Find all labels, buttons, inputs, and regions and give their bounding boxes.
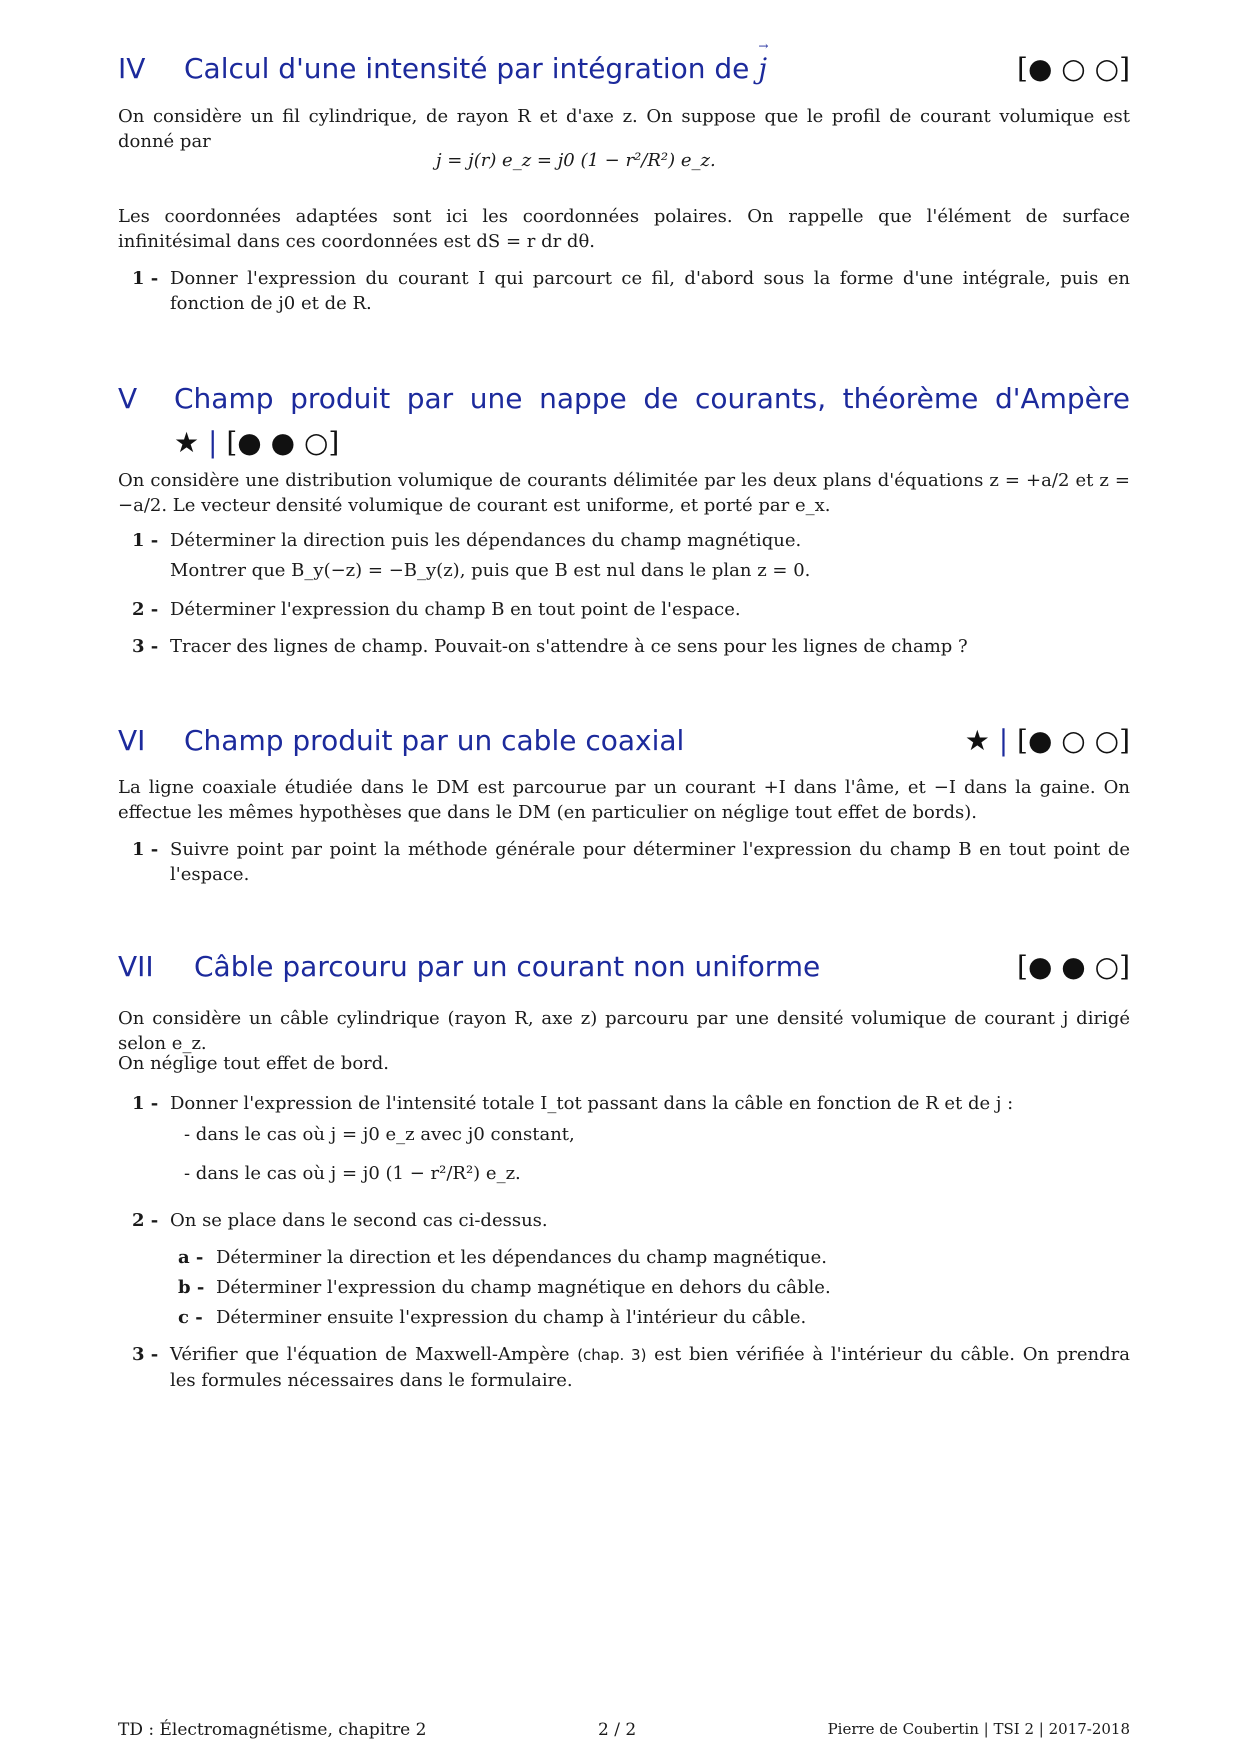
sub-question-text: Déterminer l'expression du champ magnétique en dehors du câble. xyxy=(216,1277,831,1298)
question-item xyxy=(118,1208,1130,1233)
intro-paragraph: On considère un fil cylindrique, de rayon R et d'axe z. On suppose que le profil de courant volumique est donné par xyxy=(118,106,1130,152)
intro-paragraph: La ligne coaxiale étudiée dans le DM est parcourue par un courant +I dans l'âme, et −I dans la gaine. On effectue les mêmes hypothèses que dans le DM (en particulier on néglige tout effet de bords). xyxy=(118,777,1130,823)
section-title: Champ produit par un cable coaxial xyxy=(184,724,685,757)
difficulty-line xyxy=(174,426,339,459)
section-number: VII xyxy=(118,950,154,983)
sub-question-label: b - xyxy=(178,1277,205,1298)
question-item xyxy=(118,266,1130,316)
question-label: 1 - xyxy=(132,530,159,551)
section-heading xyxy=(118,52,1130,92)
question-item xyxy=(118,1342,1130,1393)
difficulty-rating: [● ● ○] xyxy=(1017,950,1130,983)
sub-question-label: a - xyxy=(178,1247,204,1268)
separator: | xyxy=(208,426,218,459)
question-label: 2 - xyxy=(132,1210,159,1231)
question-item xyxy=(118,837,1130,887)
section-title: Champ produit par une nappe de courants, théorème d'Ampère xyxy=(174,382,1130,415)
question-label: 2 - xyxy=(132,599,159,620)
section-title: Câble parcouru par un courant non uniforme xyxy=(194,950,821,983)
question-text: Suivre point par point la méthode générale pour déterminer l'expression du champ B en tout point de l'espace. xyxy=(170,839,1130,885)
sub-question-item xyxy=(118,1305,1130,1330)
question-label: 3 - xyxy=(132,636,159,657)
question-item xyxy=(118,634,1130,659)
question-text: Déterminer l'expression du champ B en tout point de l'espace. xyxy=(170,599,741,620)
star-icon: ★ xyxy=(174,426,200,459)
section-number: IV xyxy=(118,52,146,85)
difficulty-line xyxy=(965,724,1130,757)
question-label: 1 - xyxy=(132,839,159,860)
section-heading xyxy=(118,950,1130,990)
question-item xyxy=(118,528,1130,583)
intro-paragraph: On néglige tout effet de bord. xyxy=(118,1053,390,1074)
question-text: Donner l'expression de l'intensité totale I_tot passant dans la câble en fonction de R et de j : xyxy=(170,1093,1014,1114)
question-text: Donner l'expression du courant I qui parcourt ce fil, d'abord sous la forme d'une intégrale, puis en fonction de j0 et de R. xyxy=(170,268,1130,314)
question-label: 1 - xyxy=(132,1093,159,1114)
star-icon: ★ xyxy=(964,724,990,757)
difficulty-rating: [● ○ ○] xyxy=(1017,724,1130,757)
section-heading xyxy=(118,382,1130,422)
question-text-2: Montrer que B_y(−z) = −B_y(z), puis que B est nul dans le plan z = 0. xyxy=(170,560,811,581)
question-text: Déterminer la direction puis les dépendances du champ magnétique. xyxy=(170,530,802,551)
footer-school: Pierre de Coubertin | TSI 2 | 2017-2018 xyxy=(827,1720,1130,1738)
section-number: VI xyxy=(118,724,146,757)
section-title: Calcul d'une intensité par intégration de → j xyxy=(184,52,767,85)
sub-question-text: Déterminer la direction et les dépendances du champ magnétique. xyxy=(216,1247,827,1268)
question-label: 1 - xyxy=(132,268,159,289)
sub-question-item xyxy=(118,1275,1130,1300)
intro-paragraph: Les coordonnées adaptées sont ici les coordonnées polaires. On rappelle que l'élément de surface infinitésimal dans ces coordonnées est dS = r dr dθ. xyxy=(118,206,1130,252)
intro-paragraph: On considère un câble cylindrique (rayon R, axe z) parcouru par une densité volumique de courant j dirigé selon e_z. xyxy=(118,1008,1130,1054)
intro-paragraph: On considère une distribution volumique de courants délimitée par les deux plans d'équations z = +a/2 et z = −a/2. Le vecteur densité volumique de courant est uniforme, et porté par e_x. xyxy=(118,470,1130,516)
chapter-ref: (chap. 3) xyxy=(577,1346,647,1364)
footer-page-number: 2 / 2 xyxy=(598,1720,637,1740)
section-v xyxy=(118,382,1130,459)
question-text: On se place dans le second cas ci-dessus. xyxy=(170,1210,548,1231)
section-vii xyxy=(118,950,1130,990)
question-text: Vérifier que l'équation de Maxwell-Ampère (chap. 3) est bien vérifiée à l'intérieur du câble. On prendra les formules nécessaires dans le formulaire. xyxy=(170,1344,1130,1391)
section-vi xyxy=(118,724,1130,764)
equation: j = j(r) e_z = j0 (1 − r²/R²) e_z. xyxy=(436,150,716,171)
difficulty-rating: [● ○ ○] xyxy=(1017,52,1130,85)
sub-question-label: c - xyxy=(178,1307,203,1328)
sub-question-text: Déterminer ensuite l'expression du champ à l'intérieur du câble. xyxy=(216,1307,807,1328)
section-iv xyxy=(118,52,1130,92)
section-heading xyxy=(118,724,1130,764)
question-text: Tracer des lignes de champ. Pouvait-on s'attendre à ce sens pour les lignes de champ ? xyxy=(170,636,968,657)
case-2: - dans le cas où j = j0 (1 − r²/R²) e_z. xyxy=(184,1163,521,1184)
separator: | xyxy=(998,724,1009,757)
footer-course: TD : Électromagnétisme, chapitre 2 xyxy=(118,1720,427,1740)
sub-question-item xyxy=(118,1245,1130,1270)
question-item xyxy=(118,1091,1130,1186)
question-item xyxy=(118,597,1130,622)
difficulty-rating: [● ● ○] xyxy=(226,426,340,459)
case-1: - dans le cas où j = j0 e_z avec j0 constant, xyxy=(184,1124,575,1145)
section-number: V xyxy=(118,382,138,415)
question-label: 3 - xyxy=(132,1344,159,1365)
